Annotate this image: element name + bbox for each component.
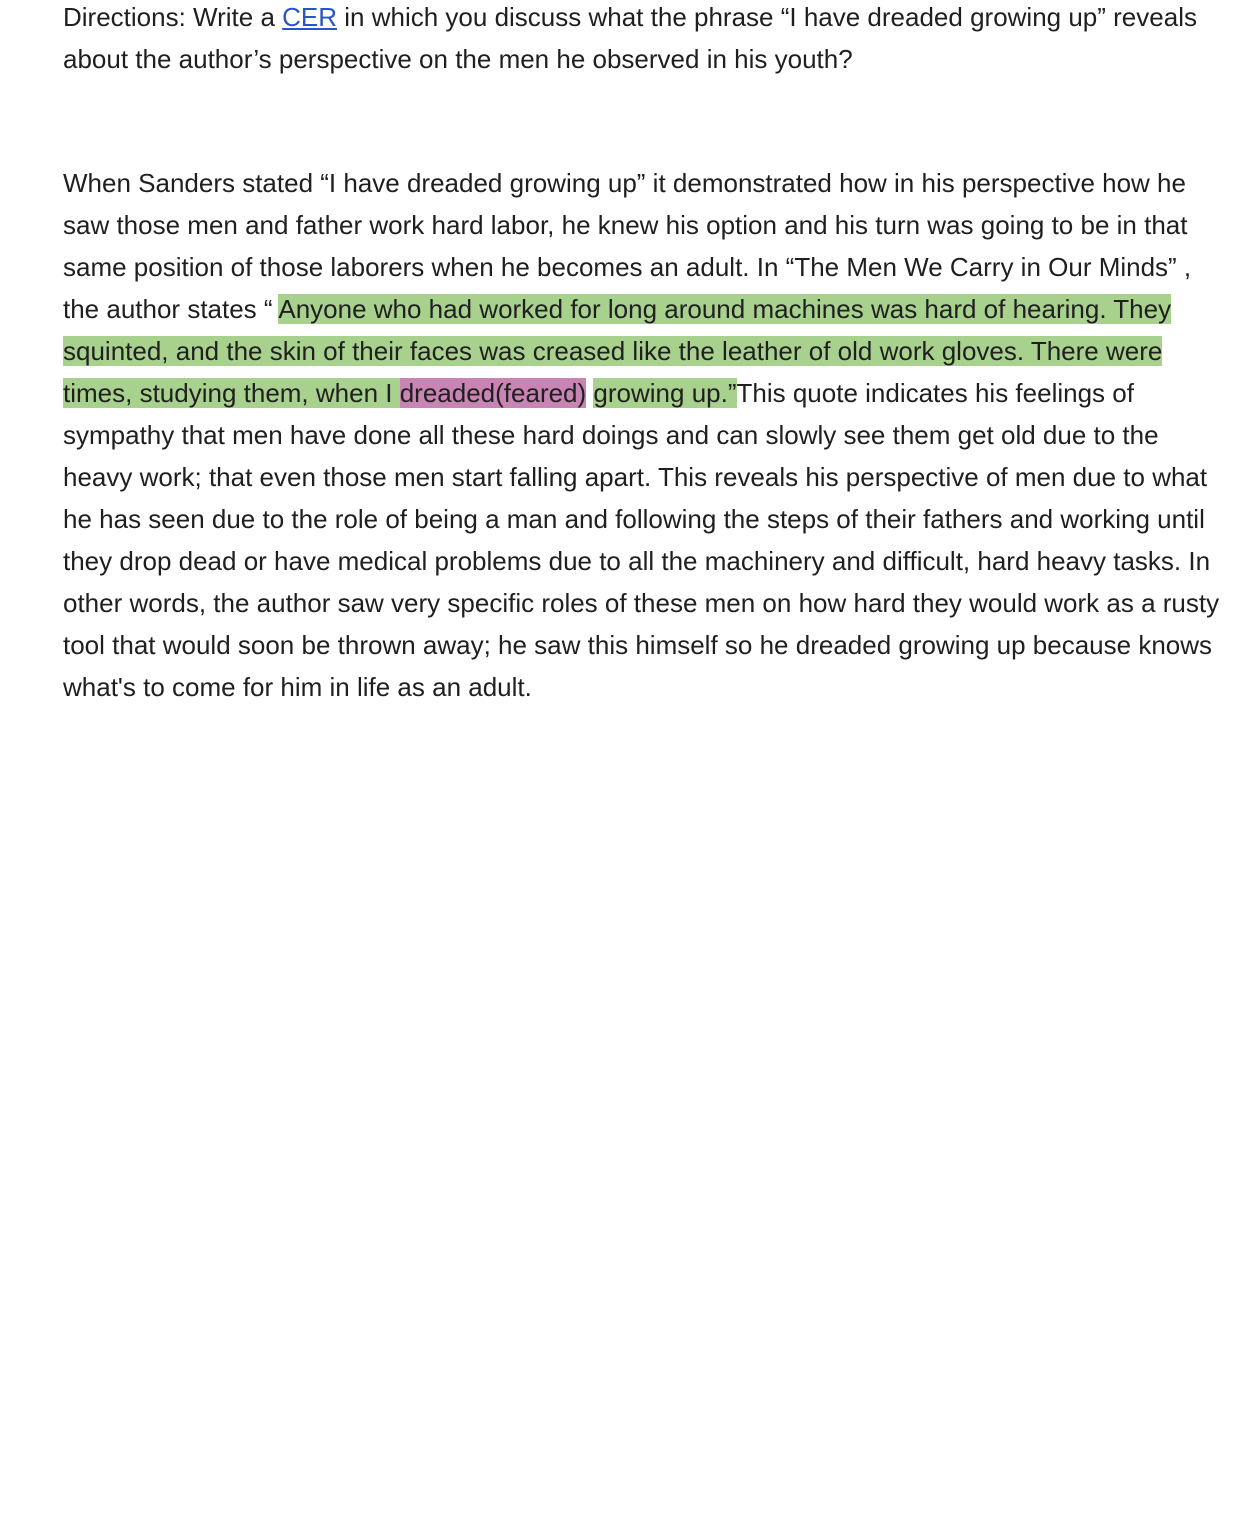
directions-paragraph: [63, 0, 1233, 80]
emphasis-highlight: dreaded(feared): [399, 378, 587, 408]
quote-highlight-1: Anyone who had worked for long around machines was hard of hearing. They squinted, and the skin of their faces was creased like the leather of old work gloves. There were times, studying them, when I: [63, 294, 1172, 408]
directions-suffix: in which you discuss what the phrase “I have dreaded growing up” reveals about the author’s perspective on the men he observed in his youth?: [63, 2, 1197, 74]
quote-gap-1: [392, 378, 399, 408]
response-intro: When Sanders stated “I have dreaded growing up” it demonstrated how in his perspective how he saw those men and father work hard labor, he knew his option and his turn was going to be in that same position of those laborers when he becomes an adult. In “The Men We Carry in Our Minds” , the author states “: [63, 168, 1192, 324]
cer-link[interactable]: CER: [282, 2, 338, 32]
directions-prefix: Directions: Write a: [63, 2, 283, 32]
quote-highlight-2: growing up.”: [593, 378, 737, 408]
response-analysis: This quote indicates his feelings of sympathy that men have done all these hard doings and can slowly see them get old due to the heavy work; that even those men start falling apart. This reveals his perspective of men due to what he has seen due to the role of being a man and following the steps of their fathers and working until they drop dead or have medical problems due to all the machinery and difficult, hard heavy tasks. In other words, the author saw very specific roles of these men on how hard they would work as a rusty tool that would soon be thrown away; he saw this himself so he dreaded growing up because knows what's to come for him in life as an adult.: [63, 378, 1220, 702]
directions-text: [63, 0, 1233, 80]
document-page: [63, 0, 1233, 708]
response-paragraph: [63, 162, 1233, 708]
